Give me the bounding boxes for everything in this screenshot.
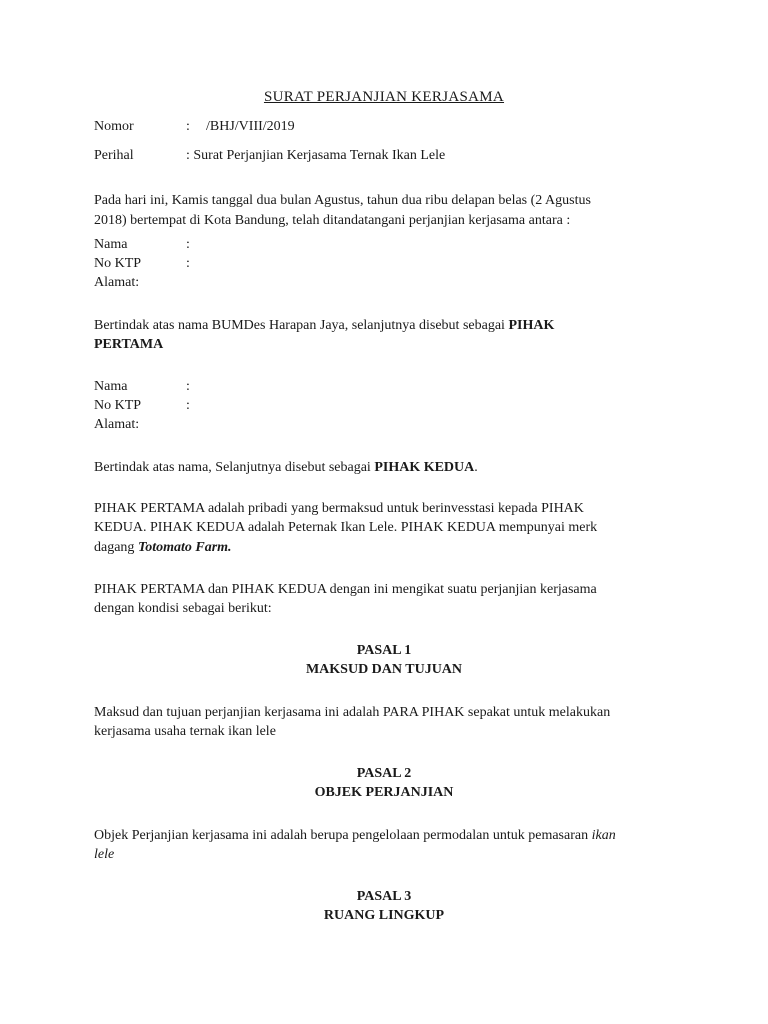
party2-nama-colon: :: [186, 379, 190, 394]
party2-alamat-label: Alamat:: [94, 417, 140, 432]
party2-statement: [94, 458, 478, 477]
agreement-line-1: PIHAK PERTAMA dan PIHAK KEDUA dengan ini mengikat suatu perjanjian kerjasama: [94, 582, 597, 597]
party2-role: PIHAK KEDUA: [374, 460, 475, 475]
pasal2-number: PASAL 2: [356, 766, 412, 781]
pasal1-line-1: Maksud dan tujuan perjanjian kerjasama ini adalah PARA PIHAK sepakat untuk melakukan: [94, 705, 611, 720]
party1-ktp-label: No KTP: [94, 256, 142, 271]
pasal1-heading: MAKSUD DAN TUJUAN: [305, 662, 463, 677]
pasal1-number: PASAL 1: [356, 643, 412, 658]
pasal1-line-2: kerjasama usaha ternak ikan lele: [94, 724, 276, 739]
desc-line-3: [94, 538, 232, 557]
party2-statement-text: Bertindak atas nama, Selanjutnya disebut sebagai: [94, 460, 375, 475]
pasal2-line-2: [94, 845, 114, 864]
pasal2-ikan: ikan: [591, 828, 616, 843]
pasal2-lele: lele: [94, 847, 115, 862]
party2-statement-end: .: [474, 460, 478, 475]
intro-line-2: 2018) bertempat di Kota Bandung, telah ditandatangani perjanjian kerjasama antara :: [94, 213, 571, 228]
nomor-value: /BHJ/VIII/2019: [206, 119, 295, 134]
party1-alamat-label: Alamat:: [94, 275, 140, 290]
brand-name: Totomato Farm.: [137, 540, 232, 555]
perihal-label: Perihal: [94, 148, 134, 163]
party1-ktp-colon: :: [186, 256, 190, 271]
nomor-label: Nomor: [94, 119, 134, 134]
document-title: SURAT PERJANJIAN KERJASAMA: [263, 89, 505, 105]
desc-line-2: KEDUA. PIHAK KEDUA adalah Peternak Ikan Lele. PIHAK KEDUA mempunyai merk: [94, 520, 598, 535]
desc-line-1: PIHAK PERTAMA adalah pribadi yang bermaksud untuk berinvesstasi kepada PIHAK: [94, 501, 584, 516]
pasal3-heading: RUANG LINGKUP: [323, 908, 445, 923]
pasal3-number: PASAL 3: [356, 889, 412, 904]
desc-dagang-text: dagang: [94, 540, 138, 555]
party1-statement-line-1: [94, 316, 554, 335]
perihal-value: : Surat Perjanjian Kerjasama Ternak Ikan Lele: [186, 148, 446, 163]
party1-role-pihak: PIHAK: [508, 318, 555, 333]
party1-nama-colon: :: [186, 237, 190, 252]
pasal2-line-1-text: Objek Perjanjian kerjasama ini adalah berupa pengelolaan permodalan untuk pemasaran: [94, 828, 592, 843]
agreement-line-2: dengan kondisi sebagai berikut:: [94, 601, 272, 616]
party1-statement-line-2: [94, 335, 163, 354]
pasal2-heading: OBJEK PERJANJIAN: [314, 785, 454, 800]
party2-ktp-label: No KTP: [94, 398, 142, 413]
party2-nama-label: Nama: [94, 379, 128, 394]
party1-role-pertama: PERTAMA: [94, 337, 164, 352]
party1-nama-label: Nama: [94, 237, 128, 252]
intro-line-1: Pada hari ini, Kamis tanggal dua bulan Agustus, tahun dua ribu delapan belas (2 Agustus: [94, 193, 591, 208]
nomor-colon: :: [186, 119, 190, 134]
party1-statement-text: Bertindak atas nama BUMDes Harapan Jaya, selanjutnya disebut sebagai: [94, 318, 509, 333]
party2-ktp-colon: :: [186, 398, 190, 413]
pasal2-line-1: [94, 826, 616, 845]
